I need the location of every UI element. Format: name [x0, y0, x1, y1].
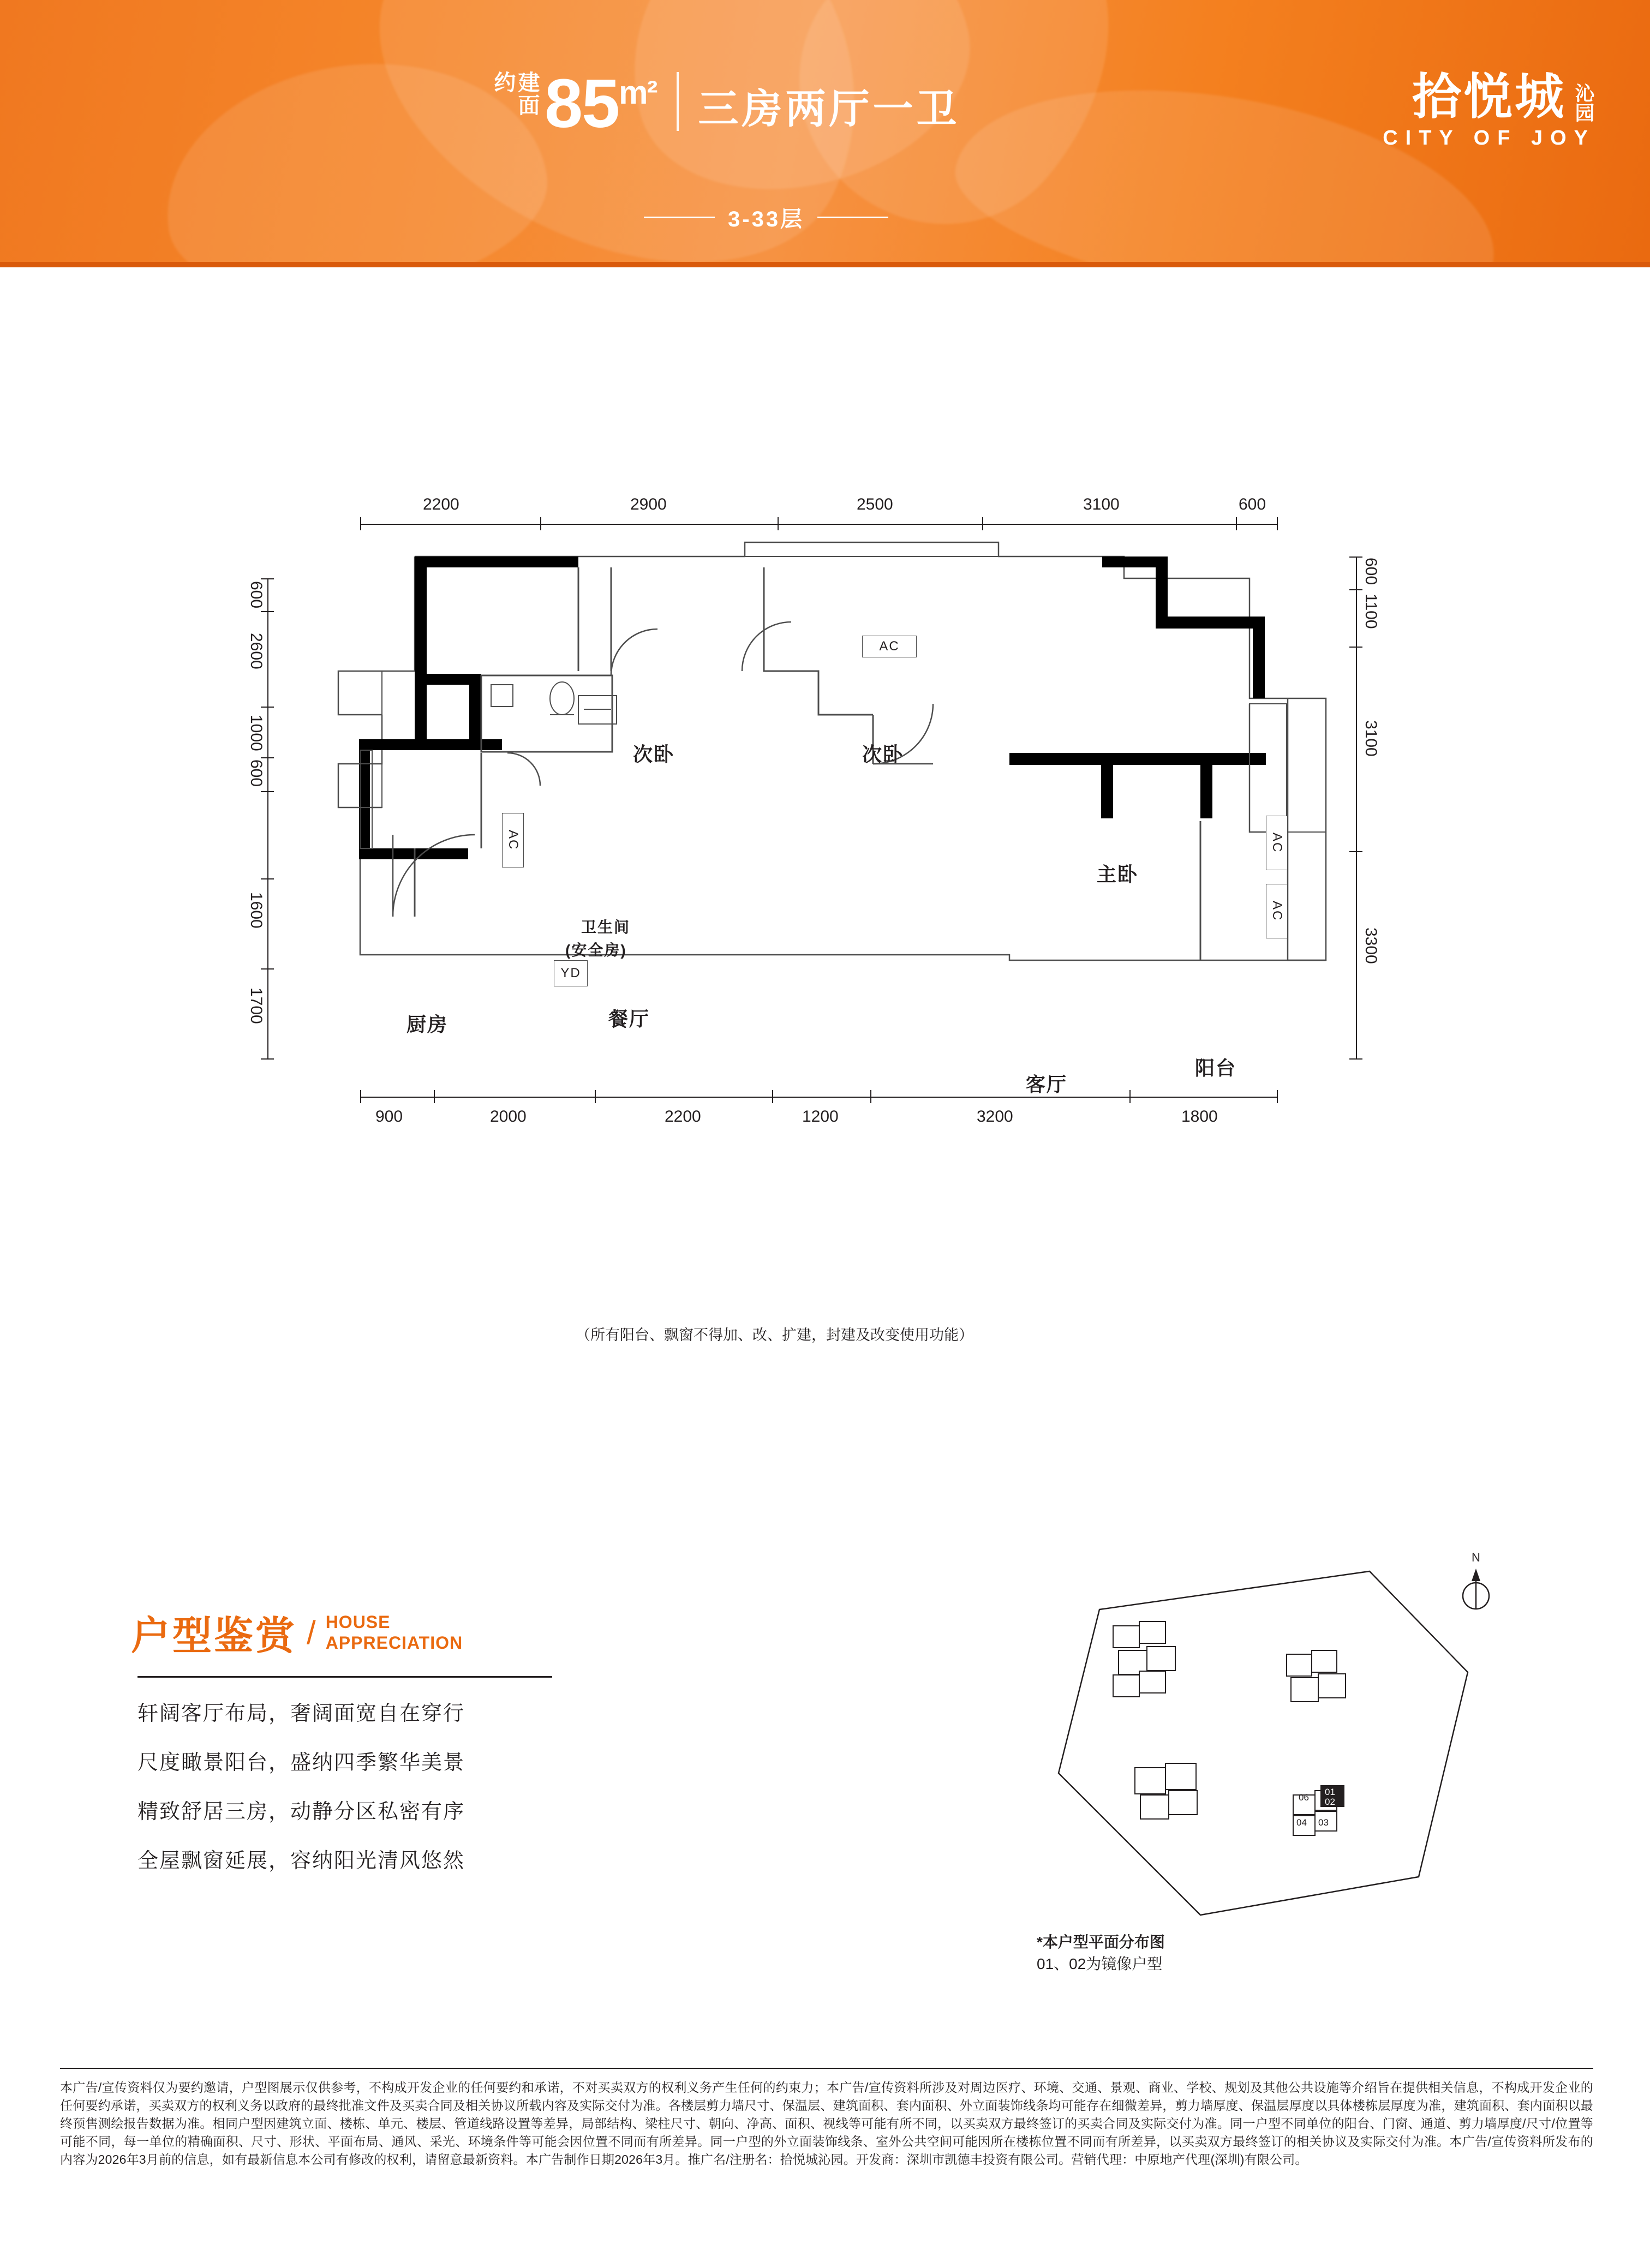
- floor-range-label: 3-33层: [728, 207, 805, 231]
- bottom-dim-4: 3200: [977, 1108, 1013, 1126]
- appreciation-title-en-line2: APPRECIATION: [325, 1633, 463, 1653]
- appreciation-title-en-line1: HOUSE: [325, 1612, 391, 1632]
- title-divider: [677, 72, 679, 131]
- top-dim-1: 2900: [630, 495, 667, 513]
- room-label-balcony: 阳台: [1195, 1057, 1237, 1079]
- ac-unit-right-upper-icon: AC: [1266, 816, 1288, 870]
- right-dim-3: 3300: [1362, 927, 1380, 964]
- bottom-dim-2: 2200: [665, 1108, 701, 1126]
- appreciation-item-4: 全屋飘窗延展，容纳阳光清风悠然: [138, 1850, 465, 1872]
- site-plan-note: [1037, 1931, 1165, 1975]
- room-label-bedroom-2a: 次卧: [633, 743, 675, 765]
- left-dim-0: 600: [247, 581, 265, 609]
- ac-unit-right-lower-icon: AC: [1266, 884, 1288, 938]
- room-label-master-bedroom: 主卧: [1097, 863, 1139, 885]
- brand-name-cn: [1383, 71, 1595, 123]
- room-label-bathroom: 卫生间: [581, 919, 631, 936]
- left-dim-3: 600: [247, 759, 265, 787]
- area-unit: m²: [619, 74, 657, 111]
- right-dim-1: 1100: [1362, 594, 1380, 629]
- svg-text:02: 02: [1325, 1797, 1335, 1807]
- ac-unit-left-icon: AC: [502, 813, 524, 867]
- svg-text:06: 06: [1299, 1792, 1309, 1803]
- room-label-dining: 餐厅: [608, 1008, 650, 1030]
- footer-disclaimer: [60, 2068, 1593, 2169]
- appreciation-item-1: 轩阔客厅布局，奢阔面宽自在穿行: [138, 1702, 465, 1725]
- right-dim-0: 600: [1362, 558, 1380, 585]
- left-dim-2: 1000: [247, 715, 265, 751]
- ac-unit-top-icon: AC: [862, 636, 917, 657]
- room-label-safe-room: (安全房): [565, 942, 627, 959]
- appreciation-title-slash: /: [307, 1614, 316, 1651]
- floor-range: [644, 202, 888, 233]
- room-label-kitchen: 厨房: [406, 1013, 449, 1036]
- top-dim-4: 600: [1239, 495, 1266, 513]
- floor-rule-right: [817, 217, 888, 218]
- appreciation-item-3: 精致舒居三房，动静分区私密有序: [138, 1800, 465, 1823]
- footer-rule: [60, 2068, 1593, 2069]
- left-dim-5: 1700: [247, 988, 265, 1024]
- room-label-living: 客厅: [1026, 1073, 1068, 1096]
- bottom-dim-1: 2000: [490, 1108, 527, 1126]
- bottom-dim-3: 1200: [802, 1108, 839, 1126]
- appreciation-section: [131, 1604, 786, 1898]
- svg-text:04: 04: [1296, 1817, 1307, 1828]
- bottom-dim-5: 1800: [1181, 1108, 1218, 1126]
- floor-plan-section: [0, 306, 1650, 1522]
- brand-name-en: CITY OF JOY: [1383, 127, 1595, 149]
- area-prefix-label: 建面约: [491, 71, 539, 117]
- site-plan-note-line2: 01、02为镜像户型: [1037, 1955, 1163, 1972]
- header-bottom-rule: [0, 262, 1650, 267]
- brand-name-main: 拾悦城: [1412, 70, 1566, 124]
- site-plan-map: [1037, 1539, 1528, 1975]
- page-header: [0, 0, 1650, 267]
- brand-name-sub: 沁园: [1573, 83, 1595, 122]
- header-title-block: [491, 60, 960, 142]
- appreciation-rule: [138, 1676, 552, 1678]
- appreciation-title-cn: 户型鉴赏: [131, 1614, 297, 1658]
- plan-disclaimer: （所有阳台、飘窗不得加、改、扩建，封建及改变使用功能）: [576, 1327, 973, 1343]
- layout-label: 三房两厅一卫: [698, 86, 960, 131]
- top-dim-3: 3100: [1083, 495, 1120, 513]
- svg-text:03: 03: [1318, 1817, 1329, 1828]
- floor-plan-drawing: [327, 535, 1391, 1102]
- yd-shaft-icon: YD: [554, 960, 588, 986]
- left-dim-4: 1600: [247, 892, 265, 929]
- top-dim-0: 2200: [423, 495, 459, 513]
- bottom-dim-0: 900: [375, 1108, 403, 1126]
- room-label-bedroom-2b: 次卧: [862, 743, 904, 765]
- site-plan-note-line1: *本户型平面分布图: [1037, 1934, 1165, 1950]
- footer-text: 本广告/宣传资料仅为要约邀请，户型图展示仅供参考，不构成开发企业的任何要约和承诺，不对买卖双方的权利义务产生任何的约束力；本广告/宣传资料所涉及对周边医疗、环境、交通、景观、商业、学校、规划及其他公共设施等介绍旨在提供相关信息，不构成开发企业的任何要约承诺，买卖双方的权利义务以政府的最终批准文件及买卖合同及相关协议所载内容及实际交付为准。各楼层剪力墙尺寸、保温层、建筑面积、套内面积、外立面装饰线条均可能存在细微差异，剪力墙厚度、保温层厚度以具体楼栋层厚度为准，建筑面积、套内面积以最终预售测绘报告数据为准。相同户型因建筑立面、楼栋、单元、楼层、管道线路设置等差异，局部结构、梁柱尺寸、朝向、净高、面积、视线等可能有所不同，以买卖双方最终签订的买卖合同及实际交付为准。同一户型不同单位的阳台、门窗、通道、剪力墙厚度/尺寸/位置等可能不同，每一单位的精确面积、尺寸、形状、平面布局、通风、采光、环境条件等可能会因位置不同而有所差异。同一户型的外立面装饰线条、室外公共空间可能因所在楼栋位置不同而有所差异，以买卖双方最终签订的相关协议及实际交付为准。本广告/宣传资料所发布的内容为2026年3月前的信息，如有最新信息本公司有修改的权利，请留意最新资料。本广告制作日期2026年3月。推广名/注册名：拾悦城沁园。开发商：深圳市凯德丰投资有限公司。营销代理：中原地产代理(深圳)有限公司。: [60, 2080, 1593, 2167]
- svg-text:01: 01: [1325, 1787, 1335, 1797]
- floor-rule-left: [644, 217, 715, 218]
- appreciation-item-2: 尺度瞰景阳台，盛纳四季繁华美景: [138, 1751, 465, 1774]
- appreciation-title: [131, 1604, 786, 1661]
- left-dim-1: 2600: [247, 633, 265, 669]
- svg-text:N: N: [1472, 1551, 1480, 1564]
- brand-logo: [1383, 71, 1595, 150]
- area-number: $85^{m^2}$: [545, 65, 657, 142]
- appreciation-title-en: [326, 1612, 463, 1653]
- top-dim-2: 2500: [857, 495, 893, 513]
- right-dim-2: 3100: [1362, 720, 1380, 757]
